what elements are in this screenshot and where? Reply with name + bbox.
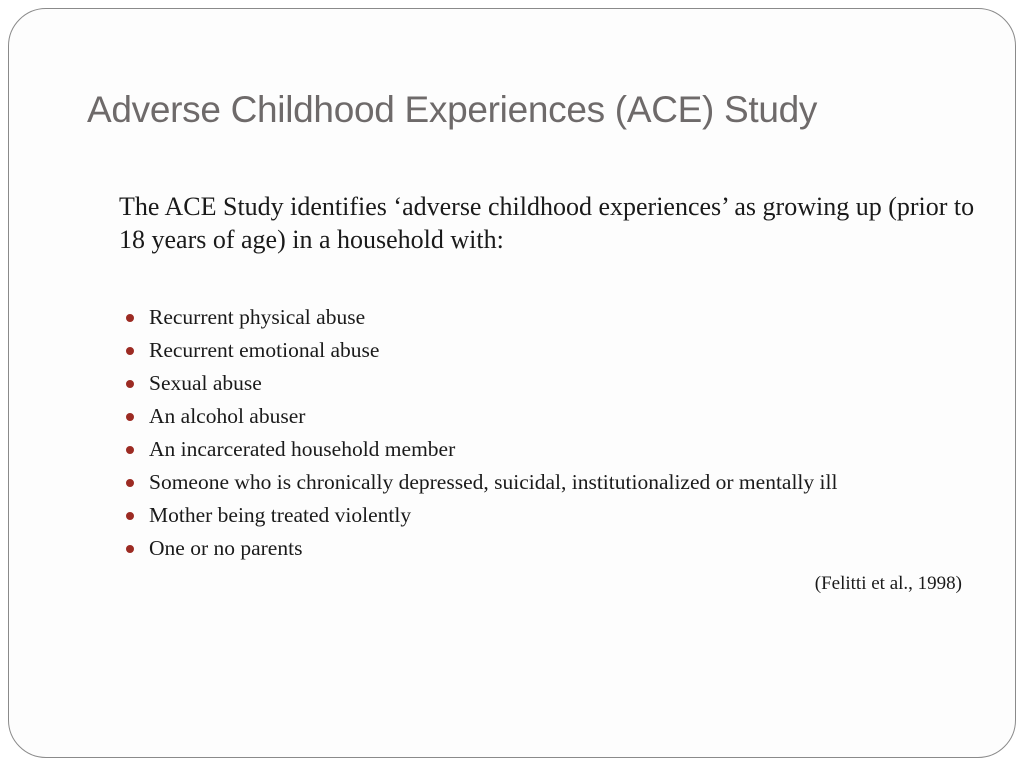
bullet-dot-icon — [126, 413, 134, 421]
list-item-text: Mother being treated violently — [149, 503, 412, 527]
citation: (Felitti et al., 1998) — [814, 573, 962, 594]
bullet-dot-icon — [126, 512, 134, 520]
list-item — [126, 301, 837, 334]
list-item — [126, 532, 837, 565]
bullet-list — [126, 301, 837, 565]
bullet-dot-icon — [126, 314, 134, 322]
slide-frame — [8, 8, 1016, 758]
list-item-text: An alcohol abuser — [149, 404, 306, 428]
bullet-dot-icon — [126, 545, 134, 553]
bullet-dot-icon — [126, 479, 134, 487]
list-item-text: Sexual abuse — [149, 371, 262, 395]
list-item-text: Someone who is chronically depressed, suicidal, institutionalized or mentally ill — [149, 470, 838, 494]
list-item — [126, 499, 837, 532]
list-item-text: One or no parents — [149, 536, 303, 560]
bullet-dot-icon — [126, 446, 134, 454]
bullet-dot-icon — [126, 380, 134, 388]
bullet-dot-icon — [126, 347, 134, 355]
list-item — [126, 367, 837, 400]
list-item — [126, 433, 837, 466]
list-item — [126, 334, 837, 367]
list-item-text: Recurrent physical abuse — [149, 305, 366, 329]
list-item — [126, 466, 837, 499]
list-item-text: Recurrent emotional abuse — [149, 338, 380, 362]
list-item-text: An incarcerated household member — [149, 437, 456, 461]
slide-title: Adverse Childhood Experiences (ACE) Study — [87, 89, 818, 130]
intro-paragraph: The ACE Study identifies ‘adverse childhood experiences’ as growing up (prior to 18 years of age) in a household with: — [119, 192, 975, 254]
list-item — [126, 400, 837, 433]
